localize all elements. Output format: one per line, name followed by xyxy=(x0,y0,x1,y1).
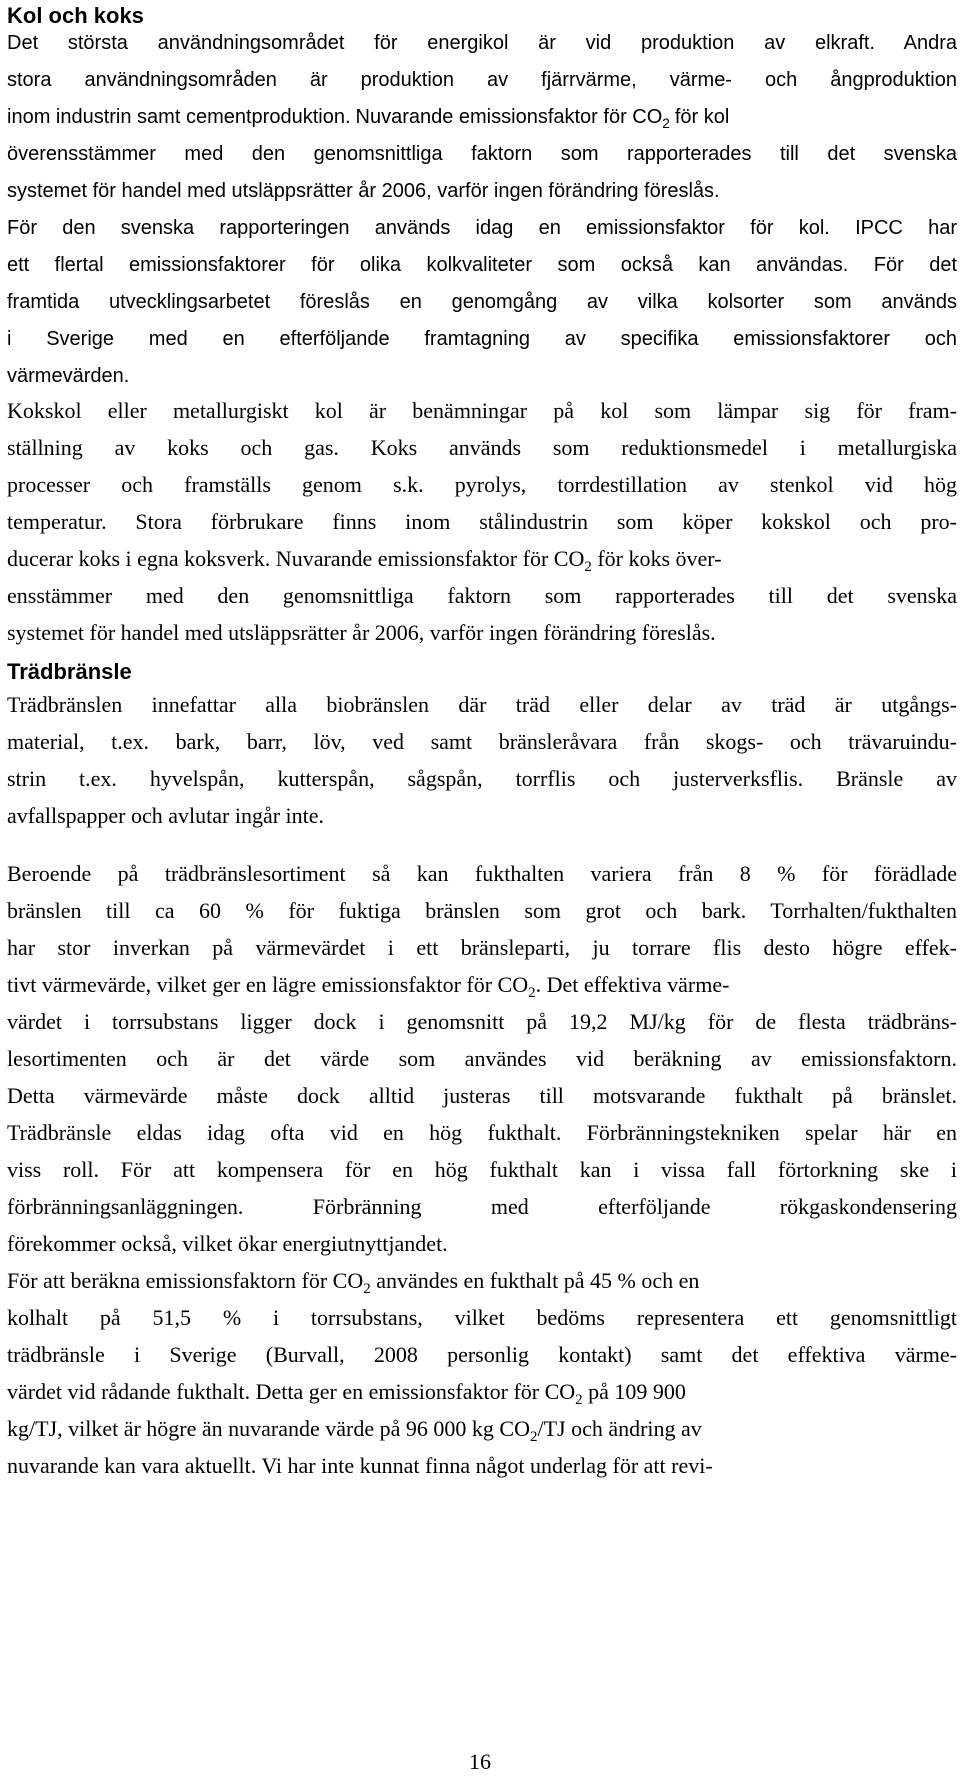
paragraph-kol-1 xyxy=(7,25,957,395)
text-line: Trädbränslen innefattar alla biobränslen där träd eller delar av träd är utgångs- xyxy=(7,692,957,717)
text-line: nuvarande kan vara aktuellt. Vi har inte kunnat finna något underlag för att revi- xyxy=(7,1453,713,1478)
text-line: systemet för handel med utsläppsrätter år 2006, varför ingen förändring föreslås. xyxy=(7,180,720,202)
text-line: förekommer också, vilket ökar energiutnyttjandet. xyxy=(7,1231,448,1256)
text-line: strin t.ex. hyvelspån, kutterspån, sågspån, torrflis och justerverksflis. Bränsle av xyxy=(7,766,957,791)
subscript-2: 2 xyxy=(575,1392,583,1409)
page-number: 16 xyxy=(469,1749,491,1774)
paragraph-trad-1 xyxy=(7,686,957,834)
paragraph-trad-3 xyxy=(7,1262,957,1484)
subscript-2: 2 xyxy=(662,115,670,131)
text-line: i Sverige med en efterföljande framtagning av specifika emissionsfaktorer och xyxy=(7,328,957,350)
text-line: värdet i torrsubstans ligger dock i genomsnitt på 19,2 MJ/kg för de flesta trädbräns- xyxy=(7,1009,957,1034)
text-line: kolhalt på 51,5 % i torrsubstans, vilket bedöms representera ett genomsnittligt xyxy=(7,1305,957,1330)
text-line: har stor inverkan på värmevärdet i ett bränsleparti, ju torrare flis desto högre effek- xyxy=(7,935,957,960)
text-line: processer och framställs genom s.k. pyrolys, torrdestillation av stenkol vid hög xyxy=(7,472,957,497)
text-line: ensstämmer med den genomsnittliga faktorn som rapporterades till det svenska xyxy=(7,583,957,608)
text-line: temperatur. Stora förbrukare finns inom stålindustrin som köper kokskol och pro- xyxy=(7,509,957,534)
text-line: tivt värmevärde, vilket ger en lägre emissionsfaktor för $CO_2$. Det effektiva värme- xyxy=(7,972,730,1002)
paragraph-kol-2 xyxy=(7,392,957,651)
text-line: värmevärden. xyxy=(7,365,130,387)
section-heading-kol-och-koks: Kol och koks xyxy=(7,3,144,28)
text-line: stora användningsområden är produktion av fjärrvärme, värme- och ångproduktion xyxy=(7,69,957,91)
paragraph-trad-2 xyxy=(7,855,957,1262)
text-line: Det största användningsområdet för energikol är vid produktion av elkraft. Andra xyxy=(7,32,957,54)
text-line: överensstämmer med den genomsnittliga faktorn som rapporterades till det svenska xyxy=(7,143,957,165)
text-line: viss roll. För att kompensera för en hög fukthalt kan i vissa fall förtorkning ske i xyxy=(7,1157,957,1182)
text-line: Detta värmevärde måste dock alltid justeras till motsvarande fukthalt på bränslet. xyxy=(7,1083,957,1108)
text-line: avfallspapper och avlutar ingår inte. xyxy=(7,803,325,828)
text-line: kg/TJ, vilket är högre än nuvarande värde på 96 000 kg $CO_2/TJ$ och ändring av xyxy=(7,1416,702,1446)
text-line: ställning av koks och gas. Koks används som reduktionsmedel i metallurgiska xyxy=(7,435,957,460)
text-line: Beroende på trädbränslesortiment så kan fukthalten variera från 8 % för förädlade xyxy=(7,861,957,886)
section-heading-tradbransle: Trädbränsle xyxy=(7,659,132,684)
subscript-2: 2 xyxy=(584,559,592,576)
text-line: För den svenska rapporteringen används idag en emissionsfaktor för kol. IPCC har xyxy=(7,217,957,239)
text-line: bränslen till ca 60 % för fuktiga bränslen som grot och bark. Torrhalten/fukthalten xyxy=(7,898,957,923)
text-line: värdet vid rådande fukthalt. Detta ger en emissionsfaktor för $CO_2$ på 109 900 xyxy=(7,1379,686,1409)
text-line: framtida utvecklingsarbetet föreslås en genomgång av vilka kolsorter som används xyxy=(7,291,957,313)
text-line: Kokskol eller metallurgiskt kol är benämningar på kol som lämpar sig för fram- xyxy=(7,398,957,423)
text-line: lesortimenten och är det värde som användes vid beräkning av emissionsfaktorn. xyxy=(7,1046,957,1071)
subscript-2: 2 xyxy=(363,1281,371,1298)
text-line: förbränningsanläggningen. Förbränning med efterföljande rökgaskondensering xyxy=(7,1194,957,1219)
subscript-2: 2 xyxy=(528,985,536,1002)
subscript-2: 2 xyxy=(529,1429,538,1446)
text-line: För att beräkna emissionsfaktorn för $CO_2$ användes en fukthalt på 45 % och en xyxy=(7,1268,700,1298)
text-line: trädbränsle i Sverige (Burvall, 2008 personlig kontakt) samt det effektiva värme- xyxy=(7,1342,957,1367)
text-line: Trädbränsle eldas idag ofta vid en hög fukthalt. Förbränningstekniken spelar här en xyxy=(7,1120,957,1145)
text-line: ett flertal emissionsfaktorer för olika kolkvaliteter som också kan användas. För det xyxy=(7,254,958,276)
text-line: systemet för handel med utsläppsrätter år 2006, varför ingen förändring föreslås. xyxy=(7,620,716,645)
text-line: inom industrin samt cementproduktion. Nuvarande emissionsfaktor för $CO_2$ för kol xyxy=(7,106,730,131)
text-line: material, t.ex. bark, barr, löv, ved samt bränsleråvara från skogs- och trävaruindu- xyxy=(7,729,957,754)
text-line: ducerar koks i egna koksverk. Nuvarande emissionsfaktor för $CO_2$ för koks över- xyxy=(7,546,722,576)
